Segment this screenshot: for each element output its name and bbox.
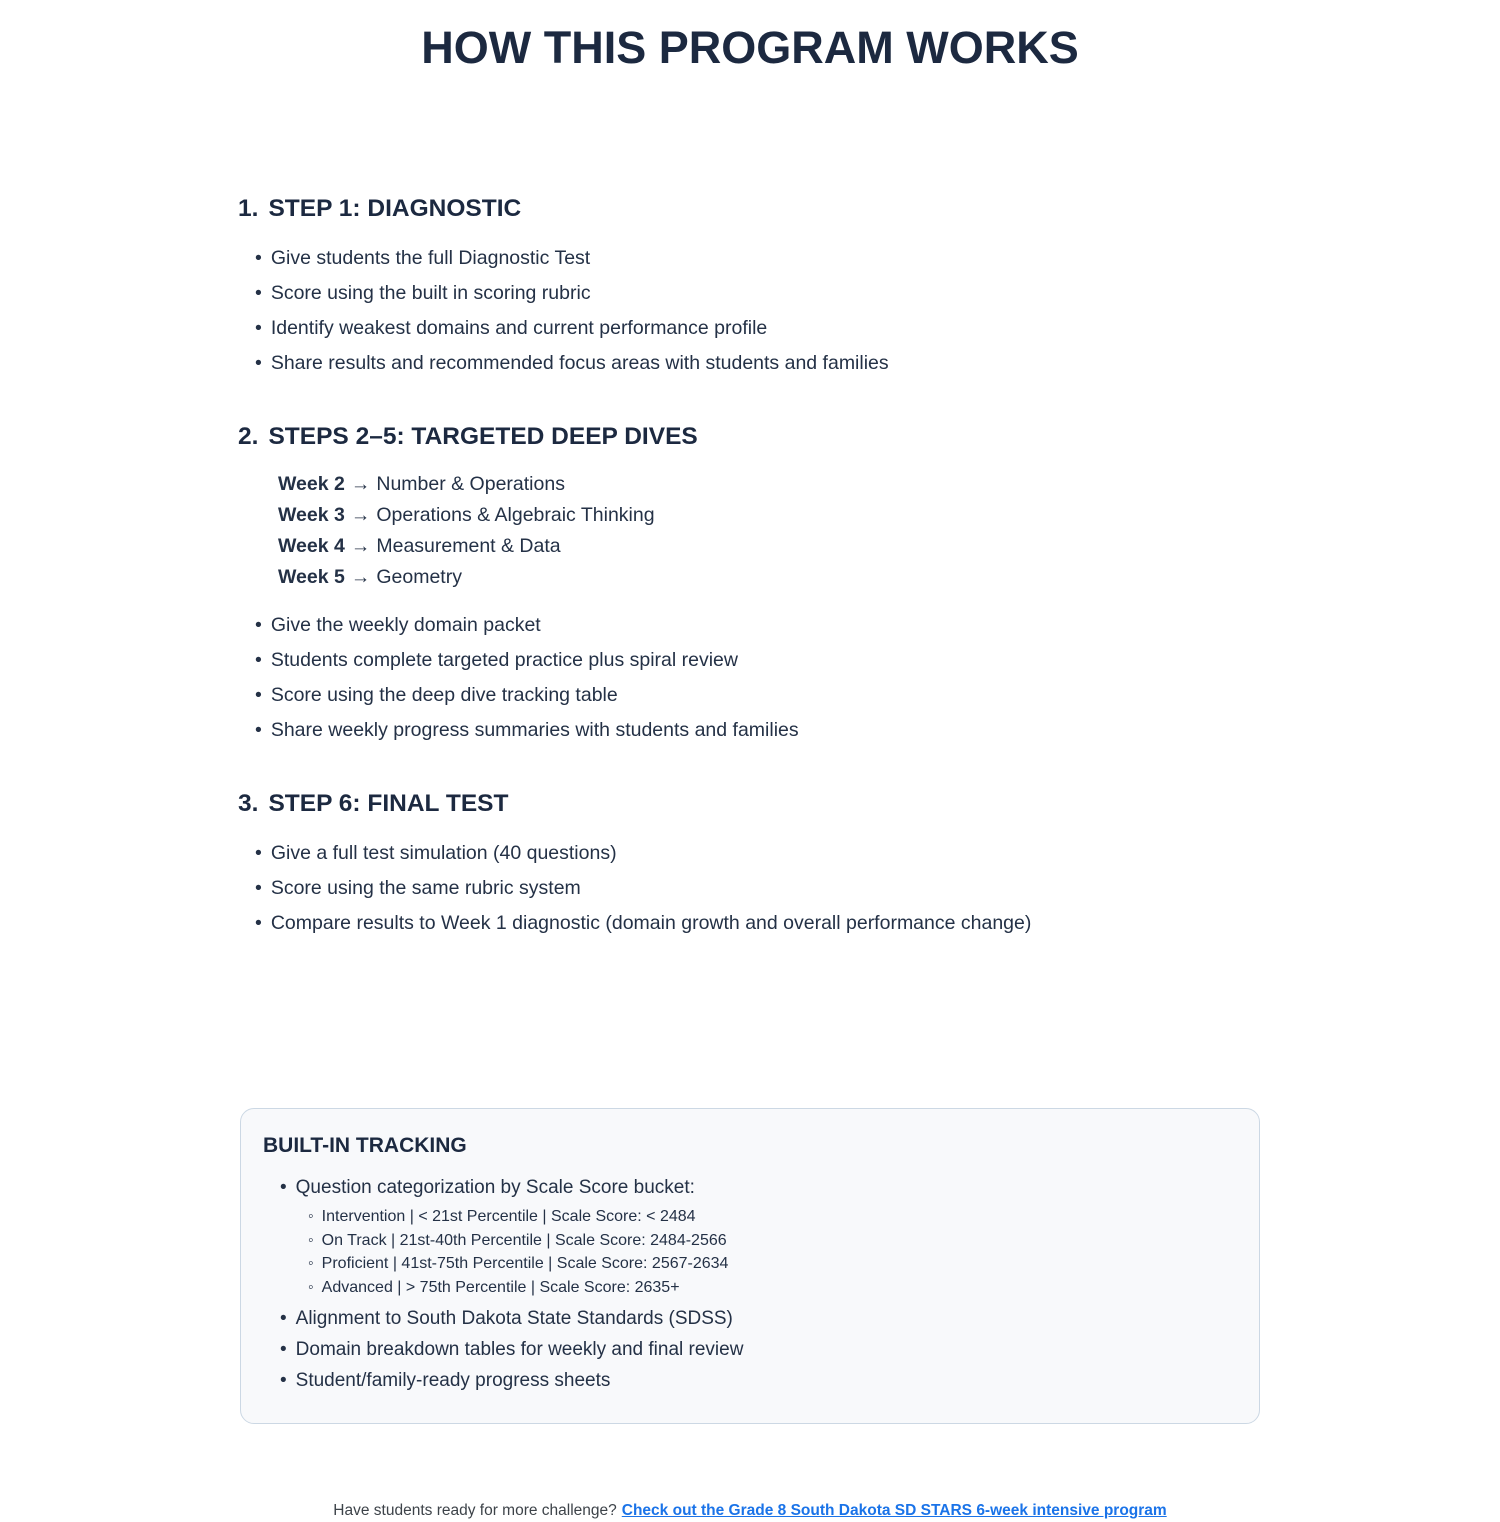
list-item xyxy=(255,906,1262,941)
arrow-icon: → xyxy=(350,566,371,588)
bullet-text: Identify weakest domains and current performance profile xyxy=(270,317,768,339)
bullet-text: Give students the full Diagnostic Test xyxy=(270,247,591,269)
scale-score-bucket-list xyxy=(280,1205,1233,1299)
sub-bullet-text: On Track | 21st-40th Percentile | Scale Score: 2484-2566 xyxy=(321,1231,727,1249)
bullet-text: Give a full test simulation (40 questions) xyxy=(270,842,617,864)
list-item xyxy=(255,346,1262,381)
week-label: Week 5 xyxy=(278,566,345,588)
section-step-1-diagnostic xyxy=(238,194,1262,381)
week-label: Week 2 xyxy=(278,473,345,495)
bullet-marker: • xyxy=(280,1370,287,1391)
page-title: HOW THIS PROGRAM WORKS xyxy=(421,22,1079,73)
sub-list-item xyxy=(308,1252,1233,1276)
list-item xyxy=(255,871,1262,906)
sub-bullet-marker: ◦ xyxy=(308,1255,314,1272)
bullet-marker: • xyxy=(255,282,262,304)
section-number: 3. xyxy=(238,790,259,817)
week-topic: Measurement & Data xyxy=(376,535,561,557)
arrow-icon: → xyxy=(350,535,371,557)
bullet-marker: • xyxy=(255,684,262,706)
section-heading xyxy=(238,422,1262,452)
bullet-marker: • xyxy=(280,1339,287,1360)
bullet-marker: • xyxy=(255,719,262,741)
sub-bullet-marker: ◦ xyxy=(308,1208,314,1225)
document-body xyxy=(0,194,1500,1520)
sub-list-item xyxy=(308,1205,1233,1229)
week-label: Week 4 xyxy=(278,535,345,557)
section-heading xyxy=(238,194,1262,224)
arrow-icon: → xyxy=(350,473,371,495)
bullet-list xyxy=(238,608,1262,748)
footer xyxy=(238,1502,1262,1520)
week-line xyxy=(278,562,1262,593)
section-steps-2-5-deep-dives xyxy=(238,422,1262,748)
week-topic: Geometry xyxy=(376,566,462,588)
list-item xyxy=(255,311,1262,346)
bullet-text: Give the weekly domain packet xyxy=(270,614,541,636)
week-topic: Number & Operations xyxy=(376,473,565,495)
sub-bullet-text: Intervention | < 21st Percentile | Scale Score: < 2484 xyxy=(321,1208,696,1225)
bullet-text: Question categorization by Scale Score bucket: xyxy=(295,1177,695,1198)
bullet-marker: • xyxy=(255,614,262,636)
bullet-text: Score using the built in scoring rubric xyxy=(270,282,591,304)
list-item xyxy=(255,713,1262,748)
section-title: STEP 1: DIAGNOSTIC xyxy=(268,195,522,222)
bullet-marker: • xyxy=(255,247,262,269)
list-item xyxy=(255,608,1262,643)
bullet-text: Student/family-ready progress sheets xyxy=(295,1370,611,1391)
list-item xyxy=(255,276,1262,311)
sub-bullet-marker: ◦ xyxy=(308,1278,314,1296)
footer-prompt: Have students ready for more challenge? xyxy=(333,1502,617,1519)
arrow-icon: → xyxy=(350,504,371,526)
steps-list xyxy=(238,194,1262,941)
list-item xyxy=(280,1303,1233,1334)
bullet-text: Alignment to South Dakota State Standards (SDSS) xyxy=(295,1308,733,1329)
bullet-marker: • xyxy=(255,352,262,374)
sub-list-item xyxy=(308,1229,1233,1253)
section-title: STEP 6: FINAL TEST xyxy=(268,790,509,817)
section-heading xyxy=(238,789,1262,819)
bullet-marker: • xyxy=(255,912,262,934)
bullet-marker: • xyxy=(255,877,262,899)
bullet-text: Students complete targeted practice plus spiral review xyxy=(270,649,738,671)
list-item xyxy=(280,1172,1233,1303)
grade8-program-link[interactable]: Check out the Grade 8 South Dakota SD STARS 6-week intensive program xyxy=(621,1502,1167,1519)
week-schedule xyxy=(238,469,1262,593)
bullet-marker: • xyxy=(255,842,262,864)
section-title: STEPS 2–5: TARGETED DEEP DIVES xyxy=(268,423,698,450)
week-line xyxy=(278,531,1262,562)
bullet-text: Score using the deep dive tracking table xyxy=(270,684,618,706)
bullet-text: Share results and recommended focus areas with students and families xyxy=(270,352,889,374)
list-item xyxy=(255,836,1262,871)
bullet-text: Domain breakdown tables for weekly and final review xyxy=(295,1339,744,1360)
bullet-list xyxy=(238,241,1262,381)
sub-bullet-text: Proficient | 41st-75th Percentile | Scale Score: 2567-2634 xyxy=(321,1255,729,1272)
list-item xyxy=(280,1365,1233,1396)
sub-bullet-marker: ◦ xyxy=(308,1231,314,1249)
list-item xyxy=(255,643,1262,678)
list-item xyxy=(255,241,1262,276)
bullet-text: Share weekly progress summaries with students and families xyxy=(270,719,799,741)
bullet-text: Compare results to Week 1 diagnostic (domain growth and overall performance change) xyxy=(270,912,1032,934)
sub-list-item xyxy=(308,1276,1233,1300)
bullet-marker: • xyxy=(255,317,262,339)
week-label: Week 3 xyxy=(278,504,345,526)
section-number: 1. xyxy=(238,195,259,222)
bullet-marker: • xyxy=(280,1308,287,1329)
week-line xyxy=(278,469,1262,500)
list-item xyxy=(255,678,1262,713)
built-in-tracking-panel xyxy=(240,1108,1260,1424)
week-topic: Operations & Algebraic Thinking xyxy=(376,504,655,526)
bullet-text: Score using the same rubric system xyxy=(270,877,581,899)
list-item xyxy=(280,1334,1233,1365)
tracking-panel-heading: BUILT-IN TRACKING xyxy=(263,1134,467,1157)
bullet-list xyxy=(238,836,1262,941)
section-number: 2. xyxy=(238,423,259,450)
bullet-marker: • xyxy=(280,1177,287,1198)
bullet-marker: • xyxy=(255,649,262,671)
week-line xyxy=(278,500,1262,531)
section-step-6-final-test xyxy=(238,789,1262,941)
sub-bullet-text: Advanced | > 75th Percentile | Scale Score: 2635+ xyxy=(321,1278,680,1296)
tracking-bullet-list xyxy=(263,1172,1233,1396)
